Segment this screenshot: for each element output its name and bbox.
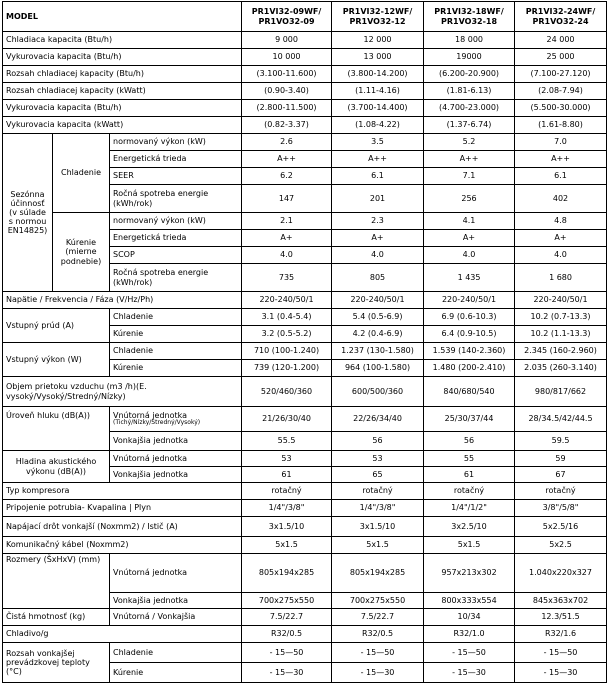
cell-value: 735 [242,264,332,292]
cell-value: 4.0 [515,247,607,264]
seasonal-group-label: Sezónna účinnosť (v súlade s normou EN14825) [3,134,53,292]
cell-value: (7.100-27.120) [515,66,607,83]
cell-value: 4.8 [515,213,607,230]
cell-value: 256 [424,185,515,213]
row-sublabel: Kúrenie [110,663,242,683]
cell-value: (6.200-20.900) [424,66,515,83]
row-label: Rozmery (ŠxHxV) (mm) [3,554,110,609]
cell-value: 7.1 [424,168,515,185]
table-row [3,626,607,643]
table-row [3,100,607,117]
cell-value: A+ [242,230,332,247]
table-row [3,66,607,83]
row-label: Napájací drôt vonkajší (Noxmm2) / Istič (A) [3,517,242,537]
model-name: PR1VI32-24WF/ PR1VO32-24 [515,2,607,32]
cell-value: 845x363x702 [515,593,607,609]
cell-value: 1.040x220x327 [515,554,607,593]
cell-value: 840/680/540 [424,377,515,407]
cell-value: (1.81-6.13) [424,83,515,100]
table-row [3,537,607,554]
cell-value: 18 000 [424,32,515,49]
cell-value: 5.2 [424,134,515,151]
cell-value: 4.0 [242,247,332,264]
cell-value: A+ [515,230,607,247]
cell-value: 3/8"/5/8" [515,500,607,517]
row-label: Rozsah vonkajšej prevádzkovej teploty (°C) [3,643,110,683]
row-sublabel: Kúrenie [110,326,242,343]
row-sublabel [110,407,242,432]
seasonal-cooling-label: Chladenie [53,134,110,213]
cell-value: 980/817/662 [515,377,607,407]
cell-value: 10.2 (1.1-13.3) [515,326,607,343]
cell-value: 4.0 [424,247,515,264]
cell-value: (3.800-14.200) [332,66,424,83]
cell-value: 61 [424,467,515,483]
cell-value: 59.5 [515,432,607,451]
table-row [3,407,607,432]
cell-value: 4.2 (0.4-6.9) [332,326,424,343]
cell-value: 7.5/22.7 [242,609,332,626]
cell-value: 6.1 [332,168,424,185]
row-label: Energetická trieda [110,230,242,247]
cell-value: 12.3/51.5 [515,609,607,626]
cell-value: 25/30/37/44 [424,407,515,432]
cell-value: 2.1 [242,213,332,230]
cell-value: 28/34.5/42/44.5 [515,407,607,432]
table-row [3,500,607,517]
table-row [3,49,607,66]
table-row [3,309,607,326]
cell-value: 53 [242,451,332,467]
cell-value: (3.700-14.400) [332,100,424,117]
cell-value: A+ [424,230,515,247]
cell-value: (1.37-6.74) [424,117,515,134]
cell-value: 4.1 [424,213,515,230]
row-sublabel: Vonkajšia jednotka [110,467,242,483]
row-label: Ročná spotreba energie (kWh/rok) [110,185,242,213]
table-row [3,643,607,663]
cell-value: - 15—30 [424,663,515,683]
cell-value: 3x1.5/10 [242,517,332,537]
row-label: Rozsah chladiacej kapacity (kWatt) [3,83,242,100]
table-row [3,32,607,49]
row-label: Rozsah chladiacej kapacity (Btu/h) [3,66,242,83]
row-label: Komunikačný kábel (Noxmm2) [3,537,242,554]
cell-value: 520/460/360 [242,377,332,407]
cell-value: 1/4"/1/2" [424,500,515,517]
row-label: Napätie / Frekvencia / Fáza (V/Hz/Ph) [3,292,242,309]
row-sublabel: Vnútorná / Vonkajšia [110,609,242,626]
cell-value: 56 [332,432,424,451]
row-sublabel: Vonkajšia jednotka [110,432,242,451]
cell-value: A++ [424,151,515,168]
cell-value: 402 [515,185,607,213]
cell-value: 201 [332,185,424,213]
table-row [3,292,607,309]
row-label: Pripojenie potrubia- Kvapalina | Plyn [3,500,242,517]
cell-value: 22/26/34/40 [332,407,424,432]
cell-value: 805 [332,264,424,292]
cell-value: 1/4"/3/8" [332,500,424,517]
cell-value: A++ [242,151,332,168]
cell-value: 61 [242,467,332,483]
row-label: normovaný výkon (kW) [110,134,242,151]
header-row [3,2,607,32]
row-sublabel: Chladenie [110,643,242,663]
cell-value: 5x1.5 [332,537,424,554]
model-name: PR1VI32-12WF/ PR1VO32-12 [332,2,424,32]
table-row [3,213,607,230]
cell-value: (2.08-7.94) [515,83,607,100]
cell-value: (2.800-11.500) [242,100,332,117]
cell-value: 6.4 (0.9-10.5) [424,326,515,343]
cell-value: (0.90-3.40) [242,83,332,100]
cell-value: A++ [332,151,424,168]
table-row [3,117,607,134]
row-label: Objem prietoku vzduchu (m3 /h)(E. vysoký/Vysoký/Stredný/Nízky) [3,377,242,407]
cell-value: 739 (120-1.200) [242,360,332,377]
cell-value: 220-240/50/1 [515,292,607,309]
cell-value: - 15—30 [242,663,332,683]
cell-value: 3x2.5/10 [424,517,515,537]
row-sublabel: Chladenie [110,309,242,326]
cell-value: 3.5 [332,134,424,151]
row-label: SEER [110,168,242,185]
cell-value: rotačný [242,483,332,500]
cell-value: 5x2.5 [515,537,607,554]
cell-value: 3.2 (0.5-5.2) [242,326,332,343]
cell-value: R32/0.5 [332,626,424,643]
row-sublabel: Vnútorná jednotka [110,451,242,467]
cell-value: 65 [332,467,424,483]
cell-value: - 15—30 [515,663,607,683]
row-label: Vykurovacia kapacita (Btu/h) [3,100,242,117]
table-row [3,609,607,626]
cell-value: R32/1.0 [424,626,515,643]
table-row [3,483,607,500]
cell-value: (5.500-30.000) [515,100,607,117]
row-label: normovaný výkon (kW) [110,213,242,230]
cell-value: 55.5 [242,432,332,451]
cell-value: 1.480 (200-2.410) [424,360,515,377]
cell-value: 805x194x285 [332,554,424,593]
cell-value: (1.11-4.16) [332,83,424,100]
cell-value: - 15—30 [332,663,424,683]
table-row [3,343,607,360]
row-label: Vstupný výkon (W) [3,343,110,377]
cell-value: 1 435 [424,264,515,292]
cell-value: 2.035 (260-3.140) [515,360,607,377]
cell-value: (0.82-3.37) [242,117,332,134]
row-sublabel: Vnútorná jednotka [110,554,242,593]
table-row [3,451,607,467]
cell-value: 10.2 (0.7-13.3) [515,309,607,326]
row-sublabel: Vonkajšia jednotka [110,593,242,609]
cell-value: 9 000 [242,32,332,49]
row-label: Chladiaca kapacita (Btu/h) [3,32,242,49]
row-label: Ročná spotreba energie (kWh/rok) [110,264,242,292]
cell-value: 5x1.5 [242,537,332,554]
cell-value: (3.100-11.600) [242,66,332,83]
cell-value: 1 680 [515,264,607,292]
cell-value: 6.1 [515,168,607,185]
cell-value: 3.1 (0.4-5.4) [242,309,332,326]
row-label: Typ kompresora [3,483,242,500]
row-label: Vykurovacia kapacita (kWatt) [3,117,242,134]
cell-value: R32/0.5 [242,626,332,643]
cell-value: 19000 [424,49,515,66]
row-label: Energetická trieda [110,151,242,168]
cell-value: - 15—50 [332,643,424,663]
noise-indoor-modes: (Tichý/Nízky/Stredný/Vysoký) [113,419,201,427]
cell-value: 147 [242,185,332,213]
cell-value: 21/26/30/40 [242,407,332,432]
table-row [3,517,607,537]
cell-value: 4.0 [332,247,424,264]
cell-value: 957x213x302 [424,554,515,593]
table-row [3,554,607,593]
cell-value: - 15—50 [424,643,515,663]
cell-value: 67 [515,467,607,483]
cell-value: 55 [424,451,515,467]
noise-indoor-label: Vnútorná jednotka [113,410,188,420]
cell-value: 600/500/360 [332,377,424,407]
cell-value: 2.3 [332,213,424,230]
cell-value: rotačný [515,483,607,500]
cell-value: 6.2 [242,168,332,185]
cell-value: 12 000 [332,32,424,49]
cell-value: 700x275x550 [332,593,424,609]
row-label: Chladivo/g [3,626,242,643]
model-name: PR1VI32-18WF/ PR1VO32-18 [424,2,515,32]
cell-value: rotačný [424,483,515,500]
table-row [3,377,607,407]
cell-value: 5.4 (0.5-6.9) [332,309,424,326]
cell-value: - 15—50 [515,643,607,663]
model-name: PR1VI32-09WF/ PR1VO32-09 [242,2,332,32]
cell-value: (1.61-8.80) [515,117,607,134]
cell-value: 800x333x554 [424,593,515,609]
cell-value: 1.237 (130-1.580) [332,343,424,360]
row-label: Úroveň hluku (dB(A)) [3,407,110,451]
cell-value: 964 (100-1.580) [332,360,424,377]
cell-value: 53 [332,451,424,467]
cell-value: 710 (100-1.240) [242,343,332,360]
cell-value: 59 [515,451,607,467]
row-sublabel: Chladenie [110,343,242,360]
cell-value: (4.700-23.000) [424,100,515,117]
cell-value: - 15—50 [242,643,332,663]
row-label: Vykurovacia kapacita (Btu/h) [3,49,242,66]
cell-value: 6.9 (0.6-10.3) [424,309,515,326]
cell-value: R32/1.6 [515,626,607,643]
table-row [3,134,607,151]
cell-value: A++ [515,151,607,168]
cell-value: 25 000 [515,49,607,66]
cell-value: 220-240/50/1 [242,292,332,309]
cell-value: rotačný [332,483,424,500]
cell-value: 24 000 [515,32,607,49]
model-label: MODEL [3,2,242,32]
cell-value: 10 000 [242,49,332,66]
cell-value: 13 000 [332,49,424,66]
row-label: Čistá hmotnosť (kg) [3,609,110,626]
row-label: Hladina akustického výkonu (dB(A)) [3,451,110,483]
seasonal-heating-label: Kúrenie (mierne podnebie) [53,213,110,292]
cell-value: 700x275x550 [242,593,332,609]
cell-value: 7.5/22.7 [332,609,424,626]
cell-value: 2.345 (160-2.960) [515,343,607,360]
cell-value: 805x194x285 [242,554,332,593]
cell-value: 5x1.5 [424,537,515,554]
table-row [3,83,607,100]
row-label: Vstupný prúd (A) [3,309,110,343]
cell-value: 2.6 [242,134,332,151]
spec-table [2,1,607,683]
cell-value: 220-240/50/1 [332,292,424,309]
cell-value: A+ [332,230,424,247]
cell-value: 7.0 [515,134,607,151]
cell-value: 10/34 [424,609,515,626]
cell-value: 3x1.5/10 [332,517,424,537]
cell-value: (1.08-4.22) [332,117,424,134]
cell-value: 56 [424,432,515,451]
cell-value: 1/4"/3/8" [242,500,332,517]
cell-value: 1.539 (140-2.360) [424,343,515,360]
row-label: SCOP [110,247,242,264]
row-sublabel: Kúrenie [110,360,242,377]
cell-value: 220-240/50/1 [424,292,515,309]
cell-value: 5x2.5/16 [515,517,607,537]
